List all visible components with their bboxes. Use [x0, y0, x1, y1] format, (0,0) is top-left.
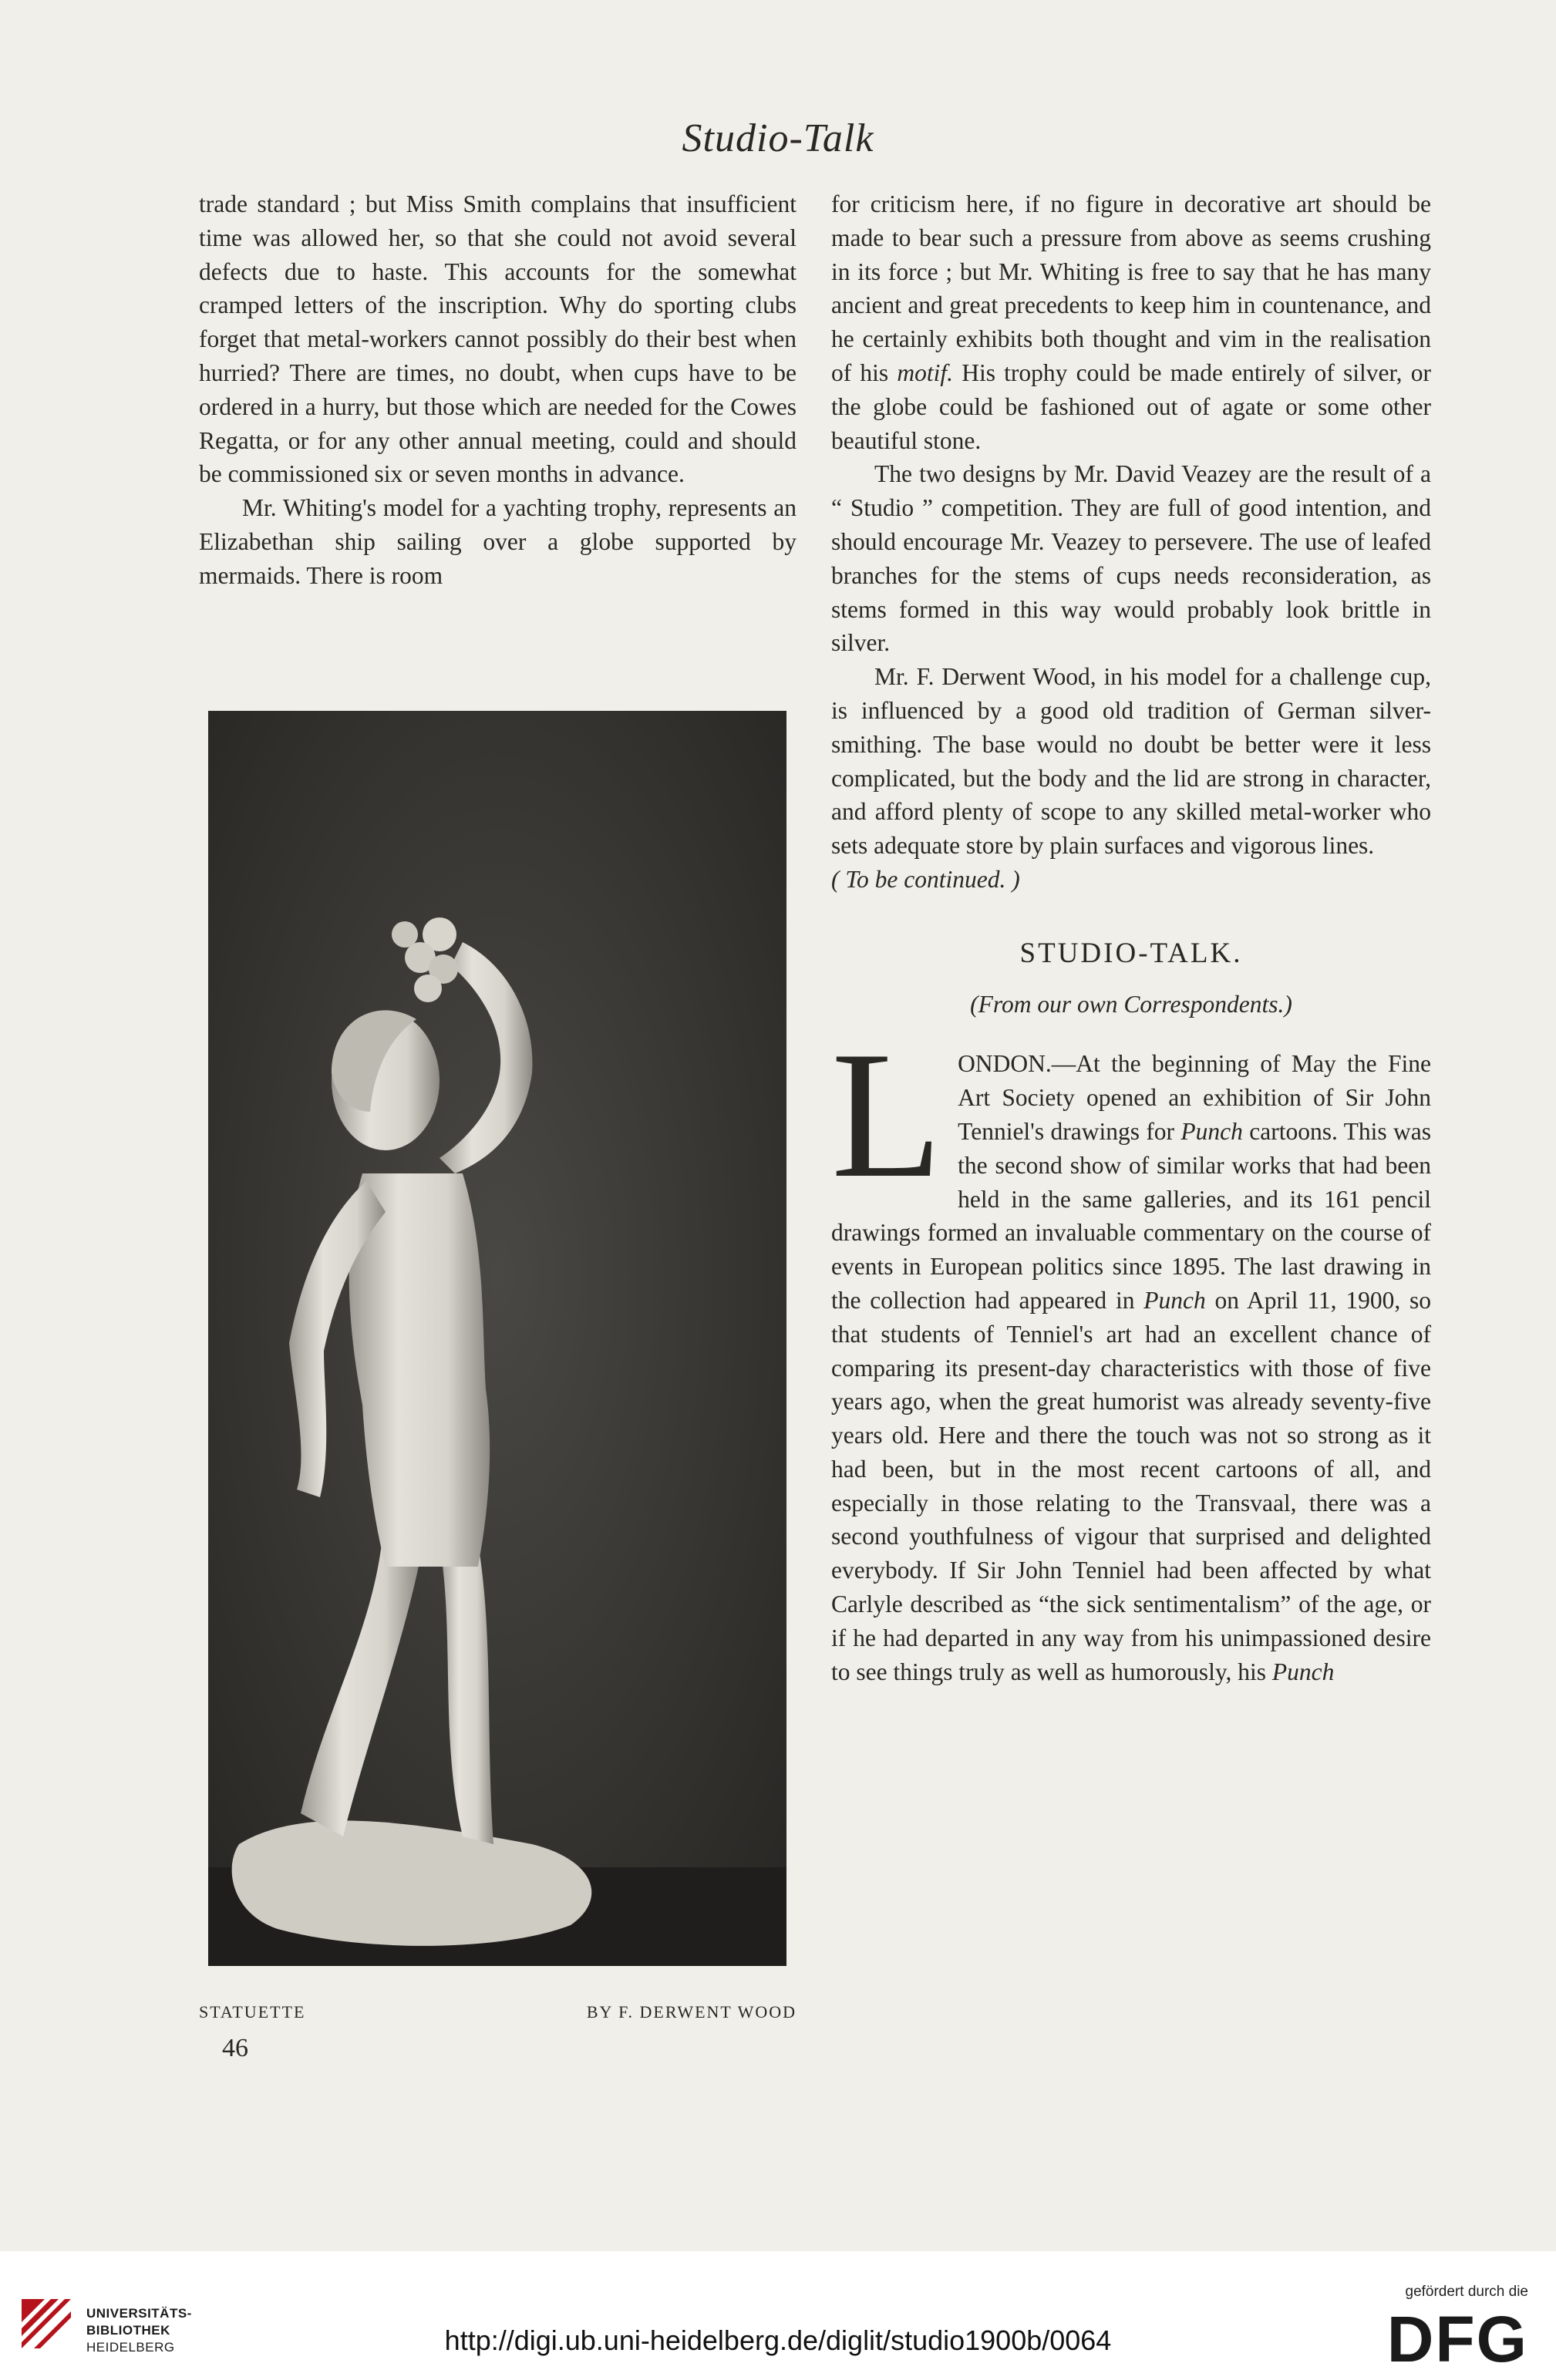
right-paragraph-2: The two designs by Mr. David Veazey are the result of a “ Studio ” competition. They are full of good intention, and should encourage Mr. Veazey to persevere. The use of leafed branches for the stems of cups needs reconsideration, as stems formed in this way would probably look brittle in silver. — [831, 460, 1431, 657]
right-paragraph-1-tail: His trophy could be made entirely of silver, or the globe could be fashioned out of agate or some other beautiful stone. — [831, 359, 1431, 454]
drop-cap: L — [831, 1015, 943, 1217]
library-line-2: BIBLIOTHEK — [86, 2323, 170, 2338]
right-column — [831, 187, 1431, 1688]
funding-label: gefördert durch die — [1405, 2284, 1528, 2300]
right-paragraph-1 — [831, 187, 1431, 457]
left-paragraph-2: Mr. Whiting's model for a yachting trophy, represents an Elizabethan ship sailing over a globe supported by mermaids. There is room — [199, 494, 797, 589]
caption-title: STATUETTE — [199, 2002, 306, 2021]
statuette-figure-illustration — [208, 711, 786, 1966]
library-line-1: UNIVERSITÄTS- — [86, 2306, 192, 2321]
right-paragraph-1-text: for criticism here, if no figure in decorative art should be made to bear such a pressure from above as seems crushing in its force ; but Mr. Whiting is free to say that he has many ancient and great precedents to keep him in countenance, and he certainly exhibits both thought and vim in the realisation of his — [831, 190, 1431, 386]
caption-credit: BY F. DERWENT WOOD — [586, 2002, 797, 2021]
left-column — [199, 187, 797, 593]
london-lead: ONDON.—At the beginning of May the Fine Art Society opened an exhibition of Sir John Tenniel's drawings for — [958, 1050, 1431, 1145]
punch-title-3: Punch — [1271, 1658, 1335, 1685]
library-line-3: HEIDELBERG — [86, 2340, 175, 2355]
motif-word: motif. — [897, 359, 954, 386]
section-title: STUDIO-TALK. — [1019, 937, 1243, 969]
london-middle-2: on April 11, 1900, so that students of Tenniel's art had an excellent chance of comparing its present-day characteristics with those of five years ago, when the great humorist was already seventy-five years old. Here and there the touch was not so strong as it had been, but in the most recent cartoons of all, and especially in those relating to the Transvaal, there was a second youthfulness of vigour that surprised and delighted everybody. If Sir John Tenniel had been affected by what Carlyle described as “the sick sentimentalism” of the age, or if he had departed in any way from his unimpassioned desire to see things truly as well as humorously, his — [831, 1286, 1431, 1685]
punch-title-2: Punch — [1143, 1286, 1206, 1314]
left-paragraph-1: trade standard ; but Miss Smith complains that insufficient time was allowed her, so that she could not avoid several defects due to haste. This accounts for the somewhat cramped letters of the inscription. Why do sporting clubs forget that metal-workers cannot possibly do their best when hurried? There are times, no doubt, when cups have to be ordered in a hurry, but those which are needed for the Cowes Regatta, or for any other annual meeting, could and should be commissioned six or seven months in advance. — [199, 190, 797, 488]
running-head: Studio-Talk — [682, 116, 874, 160]
source-url[interactable]: http://digi.ub.uni-heidelberg.de/diglit/studio1900b/0064 — [444, 2324, 1112, 2356]
statuette-photograph — [208, 711, 786, 1966]
page-number: 46 — [222, 2034, 248, 2062]
london-paragraph — [831, 1015, 1432, 1688]
london-middle-1: cartoons. This was the second show of similar works that had been held in the same galleries, and its 161 pencil drawings formed an invaluable commentary on the course of events in European politics since 1895. The last drawing in the collection had appeared in — [831, 1117, 1432, 1314]
to-be-continued: ( To be continued. ) — [831, 865, 1020, 893]
digitization-footer — [0, 2251, 1556, 2380]
right-paragraph-3: Mr. F. Derwent Wood, in his model for a challenge cup, is influenced by a good old tradition of German silver-smithing. The base would no doubt be better were it less complicated, but the body and the lid are strong in character, and afford plenty of scope to any skilled metal-worker who sets adequate store by plain surfaces and vigorous lines. — [831, 663, 1431, 860]
dfg-logo: DFG — [1386, 2303, 1528, 2375]
punch-title-1: Punch — [1180, 1117, 1243, 1145]
section-subtitle: (From our own Correspondents.) — [970, 990, 1292, 1018]
plate-caption — [199, 2002, 797, 2022]
